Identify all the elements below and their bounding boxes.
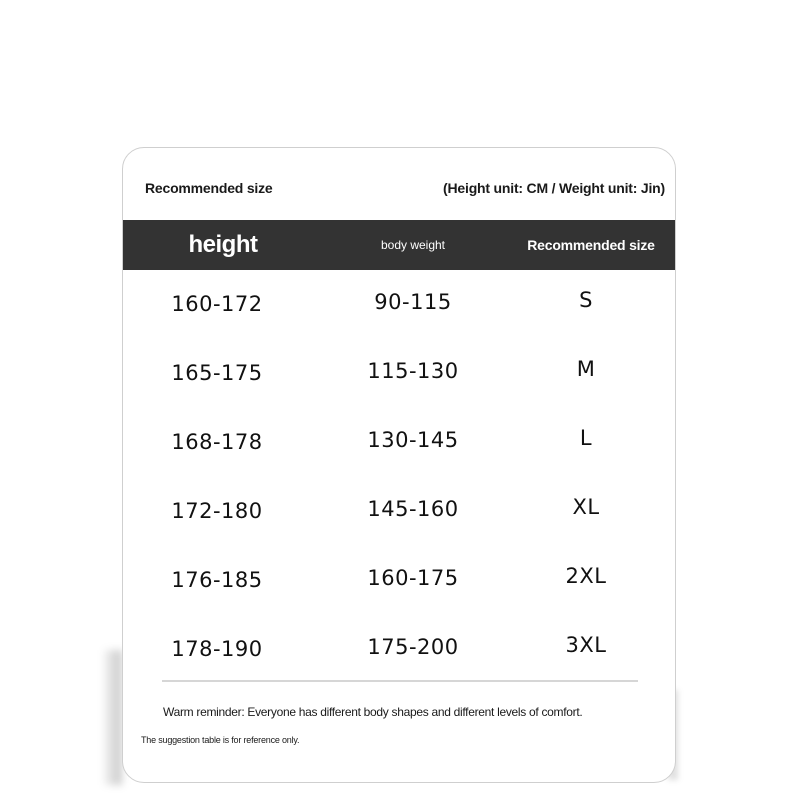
- table-row: [123, 422, 676, 462]
- reference-note: The suggestion table is for reference only.: [141, 735, 300, 745]
- weight-cell: 175-200: [367, 635, 459, 659]
- table-header: [123, 220, 676, 270]
- warm-reminder: Warm reminder: Everyone has different body shapes and different levels of comfort.: [163, 705, 583, 719]
- height-cell: 168-178: [171, 430, 263, 454]
- weight-cell: 130-145: [367, 428, 459, 452]
- table-row: [123, 284, 676, 324]
- size-cell: M: [576, 357, 596, 381]
- header-body-weight: body weight: [380, 238, 446, 252]
- size-cell: XL: [572, 495, 600, 519]
- weight-cell: 90-115: [374, 290, 452, 314]
- card-shadow-left: [104, 650, 122, 785]
- weight-cell: 115-130: [367, 359, 459, 383]
- size-chart-card: [122, 147, 676, 783]
- size-cell: 3XL: [565, 633, 607, 657]
- weight-cell: 145-160: [367, 497, 459, 521]
- size-cell: L: [579, 426, 593, 450]
- size-cell: 2XL: [565, 564, 607, 588]
- height-cell: 160-172: [171, 292, 263, 316]
- table-row: [123, 560, 676, 600]
- header-recommended-size: Recommended size: [527, 237, 655, 253]
- header-height: height: [188, 231, 258, 258]
- table-row: [123, 491, 676, 531]
- unit-note: (Height unit: CM / Weight unit: Jin): [443, 180, 665, 196]
- height-cell: 165-175: [171, 361, 263, 385]
- card-title: Recommended size: [145, 180, 273, 196]
- weight-cell: 160-175: [367, 566, 459, 590]
- table-row: [123, 353, 676, 393]
- size-cell: S: [579, 288, 593, 312]
- divider: [162, 680, 638, 682]
- height-cell: 176-185: [171, 568, 263, 592]
- height-cell: 178-190: [171, 637, 263, 661]
- height-cell: 172-180: [171, 499, 263, 523]
- table-row: [123, 629, 676, 669]
